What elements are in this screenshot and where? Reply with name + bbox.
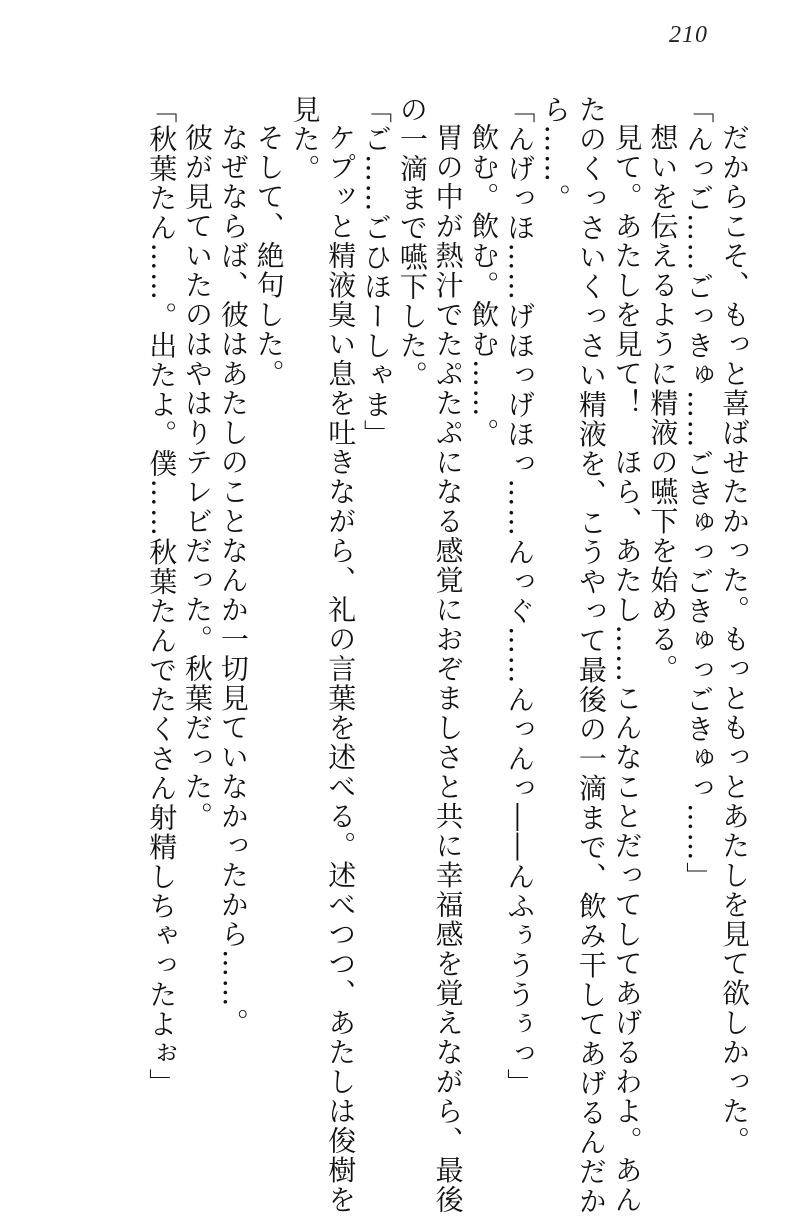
text-line-11: 「ご……ごひほーしゃま」: [360, 95, 394, 449]
text-line-15: なぜならば、彼はあたしのことなんか一切見ていなかったから……。: [216, 123, 250, 1038]
page-number: 210: [669, 22, 708, 48]
text-line-12: ケプッと精液臭い息を吐きながら、礼の言葉を述べる。述べつつ、あたしは俊樹を: [324, 123, 358, 1215]
text-line-2: 「んっご……ごっきゅ……ごきゅっごきゅっごきゅっ……」: [682, 95, 716, 892]
text-line-6: ら……。: [539, 95, 573, 213]
text-line-1: だからこそ、もっと喜ばせたかった。もっともっとあたしを見て欲しかった。: [718, 123, 751, 1156]
vertical-text-body: [32, 95, 752, 1216]
text-line-14: そして、絶句した。: [252, 123, 286, 389]
text-line-13: 見た。: [288, 95, 322, 184]
text-line-17: 「秋葉たん……。出たよ。僕……秋葉たんでたくさん射精しちゃったよぉ」: [145, 95, 179, 1098]
text-line-9: 胃の中が熱汁でたぷたぷになる感覚におぞましさと共に幸福感を覚えながら、最後: [431, 123, 465, 1215]
text-line-8: 飲む。飲む。飲む……。: [467, 123, 501, 448]
text-line-5: たのくっさいくっさい精液を、こうやって最後の一滴まで、飲み干してあげるんだか: [574, 95, 608, 1216]
text-line-10: の一滴まで嚥下した。: [395, 95, 429, 390]
text-line-16: 彼が見ていたのはやはりテレビだった。秋葉だった。: [181, 123, 215, 831]
text-line-3: 想いを伝えるように精液の嚥下を始める。: [646, 123, 680, 684]
text-line-4: 見て。あたしを見て！ ほら、あたし……こんなことだってしてあげるわよ。あん: [610, 123, 644, 1215]
text-line-7: 「んげっほ……げほっげほっ……んっぐ……んっんっ――んふぅううぅっ」: [503, 95, 537, 1098]
